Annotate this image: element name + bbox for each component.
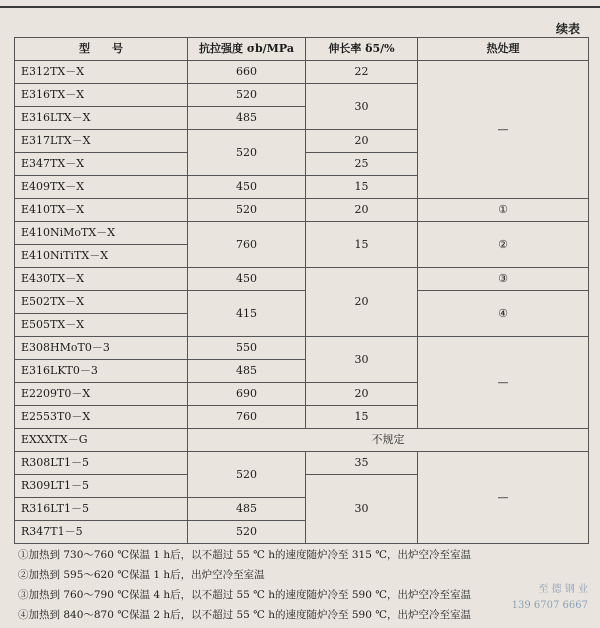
model-cell: E410NiTiTX－X	[15, 245, 188, 268]
table-row	[15, 199, 589, 222]
footnote: ①加热到 730～760 ℃保温 1 h后，以不超过 55 ℃ h的速度随炉冷至 315 ℃，出炉空冷至室温	[18, 549, 471, 561]
model-cell: E308HMoT0－3	[15, 337, 188, 360]
header-heat-treatment: 热处理	[418, 38, 589, 61]
elongation-cell: 20	[306, 199, 418, 222]
footnote: ②加热到 595～620 ℃保温 1 h后，出炉空冷至室温	[18, 569, 265, 581]
elongation-cell: 15	[306, 176, 418, 199]
model-cell: E410NiMoTX－X	[15, 222, 188, 245]
tensile-cell: 690	[188, 383, 306, 406]
elongation-cell: 30	[306, 337, 418, 383]
model-cell: E316TX－X	[15, 84, 188, 107]
elongation-cell: 20	[306, 383, 418, 406]
model-cell: R347T1－5	[15, 521, 188, 544]
model-cell: E347TX－X	[15, 153, 188, 176]
heat-treatment-cell: ②	[418, 222, 589, 268]
not-specified-cell: 不规定	[188, 429, 589, 452]
table-row	[15, 61, 589, 84]
tensile-cell: 550	[188, 337, 306, 360]
model-cell: E502TX－X	[15, 291, 188, 314]
model-cell: R316LT1－5	[15, 498, 188, 521]
tensile-cell: 485	[188, 107, 306, 130]
elongation-cell: 30	[306, 475, 418, 544]
model-cell: R308LT1－5	[15, 452, 188, 475]
heat-treatment-cell: —	[418, 452, 589, 544]
header-tensile: 抗拉强度 σb/MPa	[188, 38, 306, 61]
table-row	[15, 452, 589, 475]
tensile-cell: 760	[188, 222, 306, 268]
table-row	[15, 337, 589, 360]
heat-treatment-cell: —	[418, 61, 589, 199]
heat-treatment-cell: ④	[418, 291, 589, 337]
model-cell: R309LT1－5	[15, 475, 188, 498]
table-row	[15, 291, 589, 314]
elongation-cell: 30	[306, 84, 418, 130]
tensile-cell: 485	[188, 498, 306, 521]
elongation-cell: 15	[306, 222, 418, 268]
properties-table	[14, 37, 589, 544]
elongation-cell: 22	[306, 61, 418, 84]
model-cell: E2553T0－X	[15, 406, 188, 429]
table-row	[15, 222, 589, 245]
model-cell: E430TX－X	[15, 268, 188, 291]
tensile-cell: 520	[188, 84, 306, 107]
header-model: 型 号	[15, 38, 188, 61]
tensile-cell: 450	[188, 176, 306, 199]
header-row	[15, 38, 589, 61]
header-elongation: 伸长率 δ5/%	[306, 38, 418, 61]
model-cell: E316LKT0－3	[15, 360, 188, 383]
tensile-cell: 520	[188, 452, 306, 498]
heat-treatment-cell: —	[418, 337, 589, 429]
watermark	[512, 582, 588, 614]
model-cell: E409TX－X	[15, 176, 188, 199]
elongation-cell: 25	[306, 153, 418, 176]
tensile-cell: 520	[188, 521, 306, 544]
tensile-cell: 520	[188, 199, 306, 222]
tensile-cell: 760	[188, 406, 306, 429]
elongation-cell: 20	[306, 268, 418, 337]
model-cell: E317LTX－X	[15, 130, 188, 153]
heat-treatment-cell: ①	[418, 199, 589, 222]
continued-label: 续表	[555, 22, 580, 36]
model-cell: E2209T0－X	[15, 383, 188, 406]
tensile-cell: 660	[188, 61, 306, 84]
tensile-cell: 415	[188, 291, 306, 337]
tensile-cell: 485	[188, 360, 306, 383]
top-rule	[0, 6, 600, 8]
footnotes	[18, 545, 471, 625]
model-cell: EXXXTX－G	[15, 429, 188, 452]
model-cell: E505TX－X	[15, 314, 188, 337]
watermark-name: 至 德 钢 业	[538, 584, 588, 595]
table-row	[15, 268, 589, 291]
elongation-cell: 35	[306, 452, 418, 475]
footnote: ③加热到 760～790 ℃保温 4 h后，以不超过 55 ℃ h的速度随炉冷至 590 ℃，出炉空冷至室温	[18, 589, 471, 601]
watermark-phone: 139 6707 6667	[511, 600, 588, 611]
model-cell: E312TX－X	[15, 61, 188, 84]
table-row	[15, 429, 589, 452]
model-cell: E410TX－X	[15, 199, 188, 222]
model-cell: E316LTX－X	[15, 107, 188, 130]
elongation-cell: 15	[306, 406, 418, 429]
tensile-cell: 520	[188, 130, 306, 176]
elongation-cell: 20	[306, 130, 418, 153]
heat-treatment-cell: ③	[418, 268, 589, 291]
footnote: ④加热到 840～870 ℃保温 2 h后，以不超过 55 ℃ h的速度随炉冷至 590 ℃，出炉空冷至室温	[18, 609, 471, 621]
tensile-cell: 450	[188, 268, 306, 291]
